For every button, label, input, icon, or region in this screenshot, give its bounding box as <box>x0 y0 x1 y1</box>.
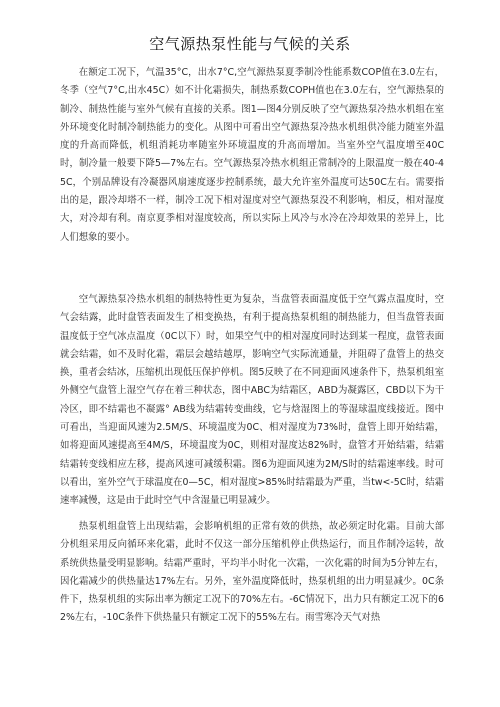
paragraph-defrosting: 热泵机组盘管上出现结霜，会影响机组的正常有效的供热，故必须定时化霜。目前大部分机组采用反向循环来化霜，此时不仅这一部分压缩机停止供热运行，而且作制冷运转，故系统供热量受明显影响。结霜严重时，平均半小时化一次霜，一次化霜的时间为5分钟左右，因化霜减少的供热量达17%左右。另外，室外温度降低时，热泵机组的出力明显减少。0C条件下，热泵机组的实际出率为额定工况下的70%左右。-6C情况下，出力只有额定工况下的62%左右，-10C条件下供热量只有额定工况下的55%左右。雨雪寒冷天气对热 <box>60 521 444 624</box>
paragraph-cooling-performance: 在额定工况下，气温35°C，出水7°C,空气源热泵夏季制冷性能系数COP值在3.0左右，冬季（空气7°C,出水45C）如不计化霜损失，制热系数COPH值也在3.0左右，空气源热泵的制冷、制热性能与室外气候有直接的关系。图1—图4分别反映了空气源热泵冷热水机组在室外环境变化时制冷制热能力的变化。从图中可看出空气源热泵冷热水机组供冷能力随室外温度的升高而降低，机组消耗功率随室外环境温度的升高而增加。当室外空气温度增至40C时，制冷量一般要下降5—7%左右。空气源热泵冷热水机组正常制冷的上限温度一般在40-45C，个别品牌设有冷凝器风扇速度逐步控制系统，最大允许室外温度可达50C左右。需要指出的是，跟冷却塔不一样，制冷工况下相对湿度对空气源热泵没不利影响，相反，相对湿度大，对冷却有利。南京夏季相对湿度较高，所以实际上风冷与水冷在冷却效果的差异上，比人们想象的要小。 <box>60 67 444 243</box>
paragraph-heating-frosting: 空气源热泵冷热水机组的制热特性更为复杂，当盘管表面温度低于空气露点温度时，空气会结露，此时盘管表面发生了相变换热，有利于提高热泵机组的制热能力，但当盘管表面温度低于空气冰点温度（0C以下）时，如果空气中的相对湿度同时达到某一程度，盘管表面就会结霜，如不及时化霜，霜层会越结越厚，影响空气实际流通量，并阻碍了盘管上的热交换，重者会结冰，压缩机出现低压保护停机。图5反映了在不同迎面风速条件下，热泵机组室外侧空气盘管上湿空气存在着三种状态，图中ABC为结霜区，ABD为凝露区，CBD以下为干冷区，即不结霜也不凝露° AB线为结霜转变曲线，它与焓湿图上的等湿球温度线接近。图中可看出，当迎面风速为2.5M/S、环境温度为0C、相对湿度为73%时，盘管上即开始结霜，如将迎面风速提高至4M/S，环境温度为0C，则相对湿度达82%时，盘管才开始结霜，结霜结霜转变线相应左移，提高风速可减缓积霜。图6为迎面风速为2M/S时的结霜速率线。时可以看出，室外空气于球温度在0—5C，相对湿度>85%时结霜最为严重，当tw<-5C时，结霜速率减慢，这是由于此时空气中含湿量已明显减少。 <box>60 294 444 507</box>
document-title: 空气源热泵性能与气候的关系 <box>149 35 351 53</box>
